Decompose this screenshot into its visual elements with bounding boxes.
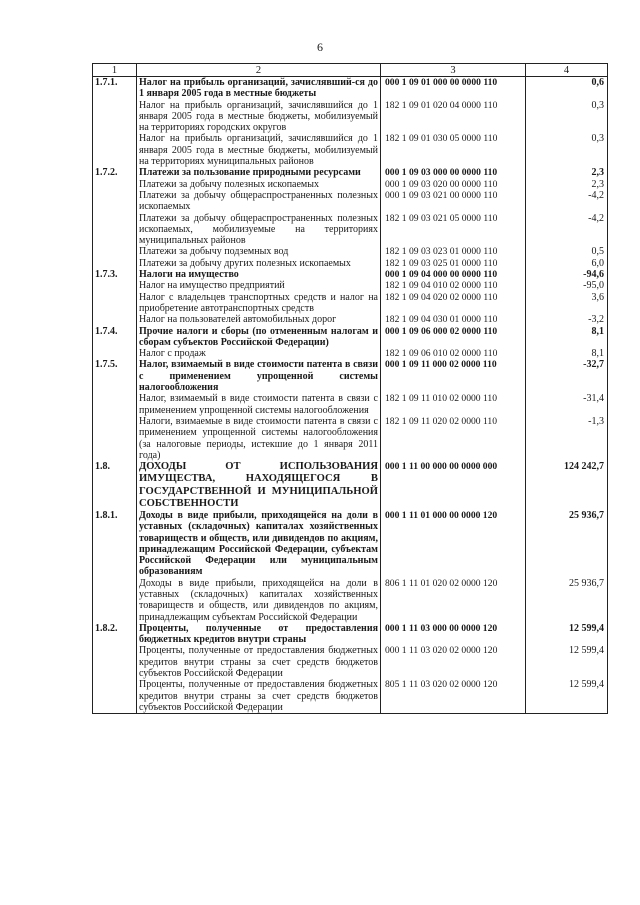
column-header: 2 [137,64,381,77]
table-row [93,461,608,510]
budget-code: 000 1 11 03 020 02 0000 120 [381,645,526,679]
budget-code: 805 1 11 03 020 02 0000 120 [381,679,526,713]
row-number: 1.7.5. [93,359,137,393]
amount: -3,2 [526,314,608,325]
row-number [93,213,137,247]
budget-code: 000 1 09 04 000 00 0000 110 [381,269,526,280]
row-number: 1.8. [93,461,137,510]
row-number: 1.8.2. [93,623,137,646]
row-number [93,258,137,269]
row-number [93,416,137,461]
budget-code: 000 1 11 01 000 00 0000 120 [381,510,526,578]
table-row [93,393,608,416]
budget-code: 806 1 11 01 020 02 0000 120 [381,578,526,623]
item-name: Налог на прибыль организаций, зачислявшийся до 1 января 2005 года в местные бюджеты, мобилизуемый на территориях муниципальных районов [137,133,381,167]
item-name: Проценты, полученные от предоставления бюджетных кредитов внутри страны за счет средств бюджетов субъектов Российской Федерации [137,645,381,679]
item-name: Налоги, взимаемые в виде стоимости патента в связи с применением упрощенной системы налогообложения (за налоговые периоды, истекшие до 1 января 2011 года) [137,416,381,461]
item-name: Налог на прибыль организаций, зачислявшийся до 1 января 2005 года в местные бюджеты, мобилизуемый на территориях городских округов [137,100,381,134]
table-row [93,359,608,393]
table-row [93,348,608,359]
row-number [93,348,137,359]
table-row [93,623,608,646]
table-row [93,280,608,291]
table-row [93,133,608,167]
row-number: 1.7.3. [93,269,137,280]
item-name: Налог, взимаемый в виде стоимости патента в связи с применением упрощенной системы налогообложения [137,359,381,393]
table-row [93,179,608,190]
item-name: Налог с владельцев транспортных средств и налог на приобретение автотранспортных средств [137,292,381,315]
column-header: 3 [381,64,526,77]
item-name: Платежи за добычу полезных ископаемых [137,179,381,190]
table-row [93,292,608,315]
row-number [93,190,137,213]
amount: -94,6 [526,269,608,280]
amount: 6,0 [526,258,608,269]
table-row [93,269,608,280]
amount: -1,3 [526,416,608,461]
budget-code: 000 1 09 06 000 02 0000 110 [381,326,526,349]
header-row [93,64,608,77]
budget-code: 000 1 09 03 021 00 0000 110 [381,190,526,213]
row-number [93,679,137,713]
row-number: 1.7.1. [93,77,137,100]
budget-code: 182 1 09 11 020 02 0000 110 [381,416,526,461]
item-name: Доходы в виде прибыли, приходящейся на доли в уставных (складочных) капиталах хозяйственных товариществ и обществ, или дивидендов по акциям, принадлежащим Российской Федерации, субъектам Российской Федерации или муниципальным образованиям [137,510,381,578]
item-name: Платежи за добычу других полезных ископаемых [137,258,381,269]
table-row [93,510,608,578]
table-row [93,258,608,269]
item-name: ДОХОДЫ ОТ ИСПОЛЬЗОВАНИЯ ИМУЩЕСТВА, НАХОДЯЩЕГОСЯ В ГОСУДАРСТВЕННОЙ И МУНИЦИПАЛЬНОЙ СОБСТВЕННОСТИ [137,461,381,510]
amount: 12 599,4 [526,623,608,646]
row-number [93,280,137,291]
table-row [93,679,608,713]
column-header: 1 [93,64,137,77]
item-name: Налоги на имущество [137,269,381,280]
amount: 25 936,7 [526,578,608,623]
table-row [93,246,608,257]
budget-code: 182 1 09 03 023 01 0000 110 [381,246,526,257]
amount: 124 242,7 [526,461,608,510]
amount: -4,2 [526,190,608,213]
item-name: Платежи за пользование природными ресурсами [137,167,381,178]
row-number [93,133,137,167]
budget-code: 182 1 09 03 021 05 0000 110 [381,213,526,247]
budget-code: 182 1 09 11 010 02 0000 110 [381,393,526,416]
table-row [93,416,608,461]
budget-code: 182 1 09 06 010 02 0000 110 [381,348,526,359]
budget-table [92,63,608,714]
budget-code: 000 1 09 03 000 00 0000 110 [381,167,526,178]
item-name: Прочие налоги и сборы (по отмененным налогам и сборам субъектов Российской Федерации) [137,326,381,349]
budget-code: 182 1 09 04 030 01 0000 110 [381,314,526,325]
row-number [93,578,137,623]
budget-code: 182 1 09 04 020 02 0000 110 [381,292,526,315]
table-row [93,326,608,349]
amount: 2,3 [526,167,608,178]
item-name: Платежи за добычу общераспространенных полезных ископаемых [137,190,381,213]
row-number: 1.7.2. [93,167,137,178]
page-number: 6 [317,40,323,54]
budget-code: 000 1 11 03 000 00 0000 120 [381,623,526,646]
amount: 25 936,7 [526,510,608,578]
item-name: Платежи за добычу подземных вод [137,246,381,257]
table-row [93,645,608,679]
table-row [93,314,608,325]
row-number [93,314,137,325]
budget-code: 000 1 09 11 000 02 0000 110 [381,359,526,393]
table-row [93,578,608,623]
budget-code: 000 1 09 01 000 00 0000 110 [381,77,526,100]
row-number [93,100,137,134]
item-name: Проценты, полученные от предоставления бюджетных кредитов внутри страны [137,623,381,646]
table-row [93,190,608,213]
row-number [93,292,137,315]
amount: -4,2 [526,213,608,247]
amount: -95,0 [526,280,608,291]
table-row [93,167,608,178]
column-header: 4 [526,64,608,77]
item-name: Налог, взимаемый в виде стоимости патента в связи с применением упрощенной системы налогообложения [137,393,381,416]
row-number: 1.8.1. [93,510,137,578]
table-row [93,100,608,134]
amount: 0,3 [526,133,608,167]
row-number [93,645,137,679]
item-name: Проценты, полученные от предоставления бюджетных кредитов внутри страны за счет средств бюджетов субъектов Российской Федерации [137,679,381,713]
amount: 0,3 [526,100,608,134]
amount: 0,6 [526,77,608,100]
amount: 2,3 [526,179,608,190]
row-number [93,179,137,190]
budget-code: 182 1 09 01 030 05 0000 110 [381,133,526,167]
table-row [93,77,608,100]
item-name: Налог на имущество предприятий [137,280,381,291]
item-name: Доходы в виде прибыли, приходящейся на доли в уставных (складочных) капиталах хозяйственных товариществ и обществ, или дивидендов по акциям, принадлежащим субъектам Российской Федерации [137,578,381,623]
amount: -31,4 [526,393,608,416]
amount: 3,6 [526,292,608,315]
amount: 12 599,4 [526,679,608,713]
budget-code: 000 1 09 03 020 00 0000 110 [381,179,526,190]
row-number: 1.7.4. [93,326,137,349]
amount: 12 599,4 [526,645,608,679]
row-number [93,393,137,416]
item-name: Налог с продаж [137,348,381,359]
amount: -32,7 [526,359,608,393]
budget-code: 182 1 09 01 020 04 0000 110 [381,100,526,134]
table-row [93,213,608,247]
item-name: Налог на прибыль организаций, зачислявший-ся до 1 января 2005 года в местные бюджеты [137,77,381,100]
amount: 8,1 [526,326,608,349]
row-number [93,246,137,257]
item-name: Налог на пользователей автомобильных дорог [137,314,381,325]
budget-code: 182 1 09 03 025 01 0000 110 [381,258,526,269]
budget-code: 182 1 09 04 010 02 0000 110 [381,280,526,291]
amount: 8,1 [526,348,608,359]
item-name: Платежи за добычу общераспространенных полезных ископаемых, мобилизуемые на территориях муниципальных районов [137,213,381,247]
amount: 0,5 [526,246,608,257]
budget-code: 000 1 11 00 000 00 0000 000 [381,461,526,510]
